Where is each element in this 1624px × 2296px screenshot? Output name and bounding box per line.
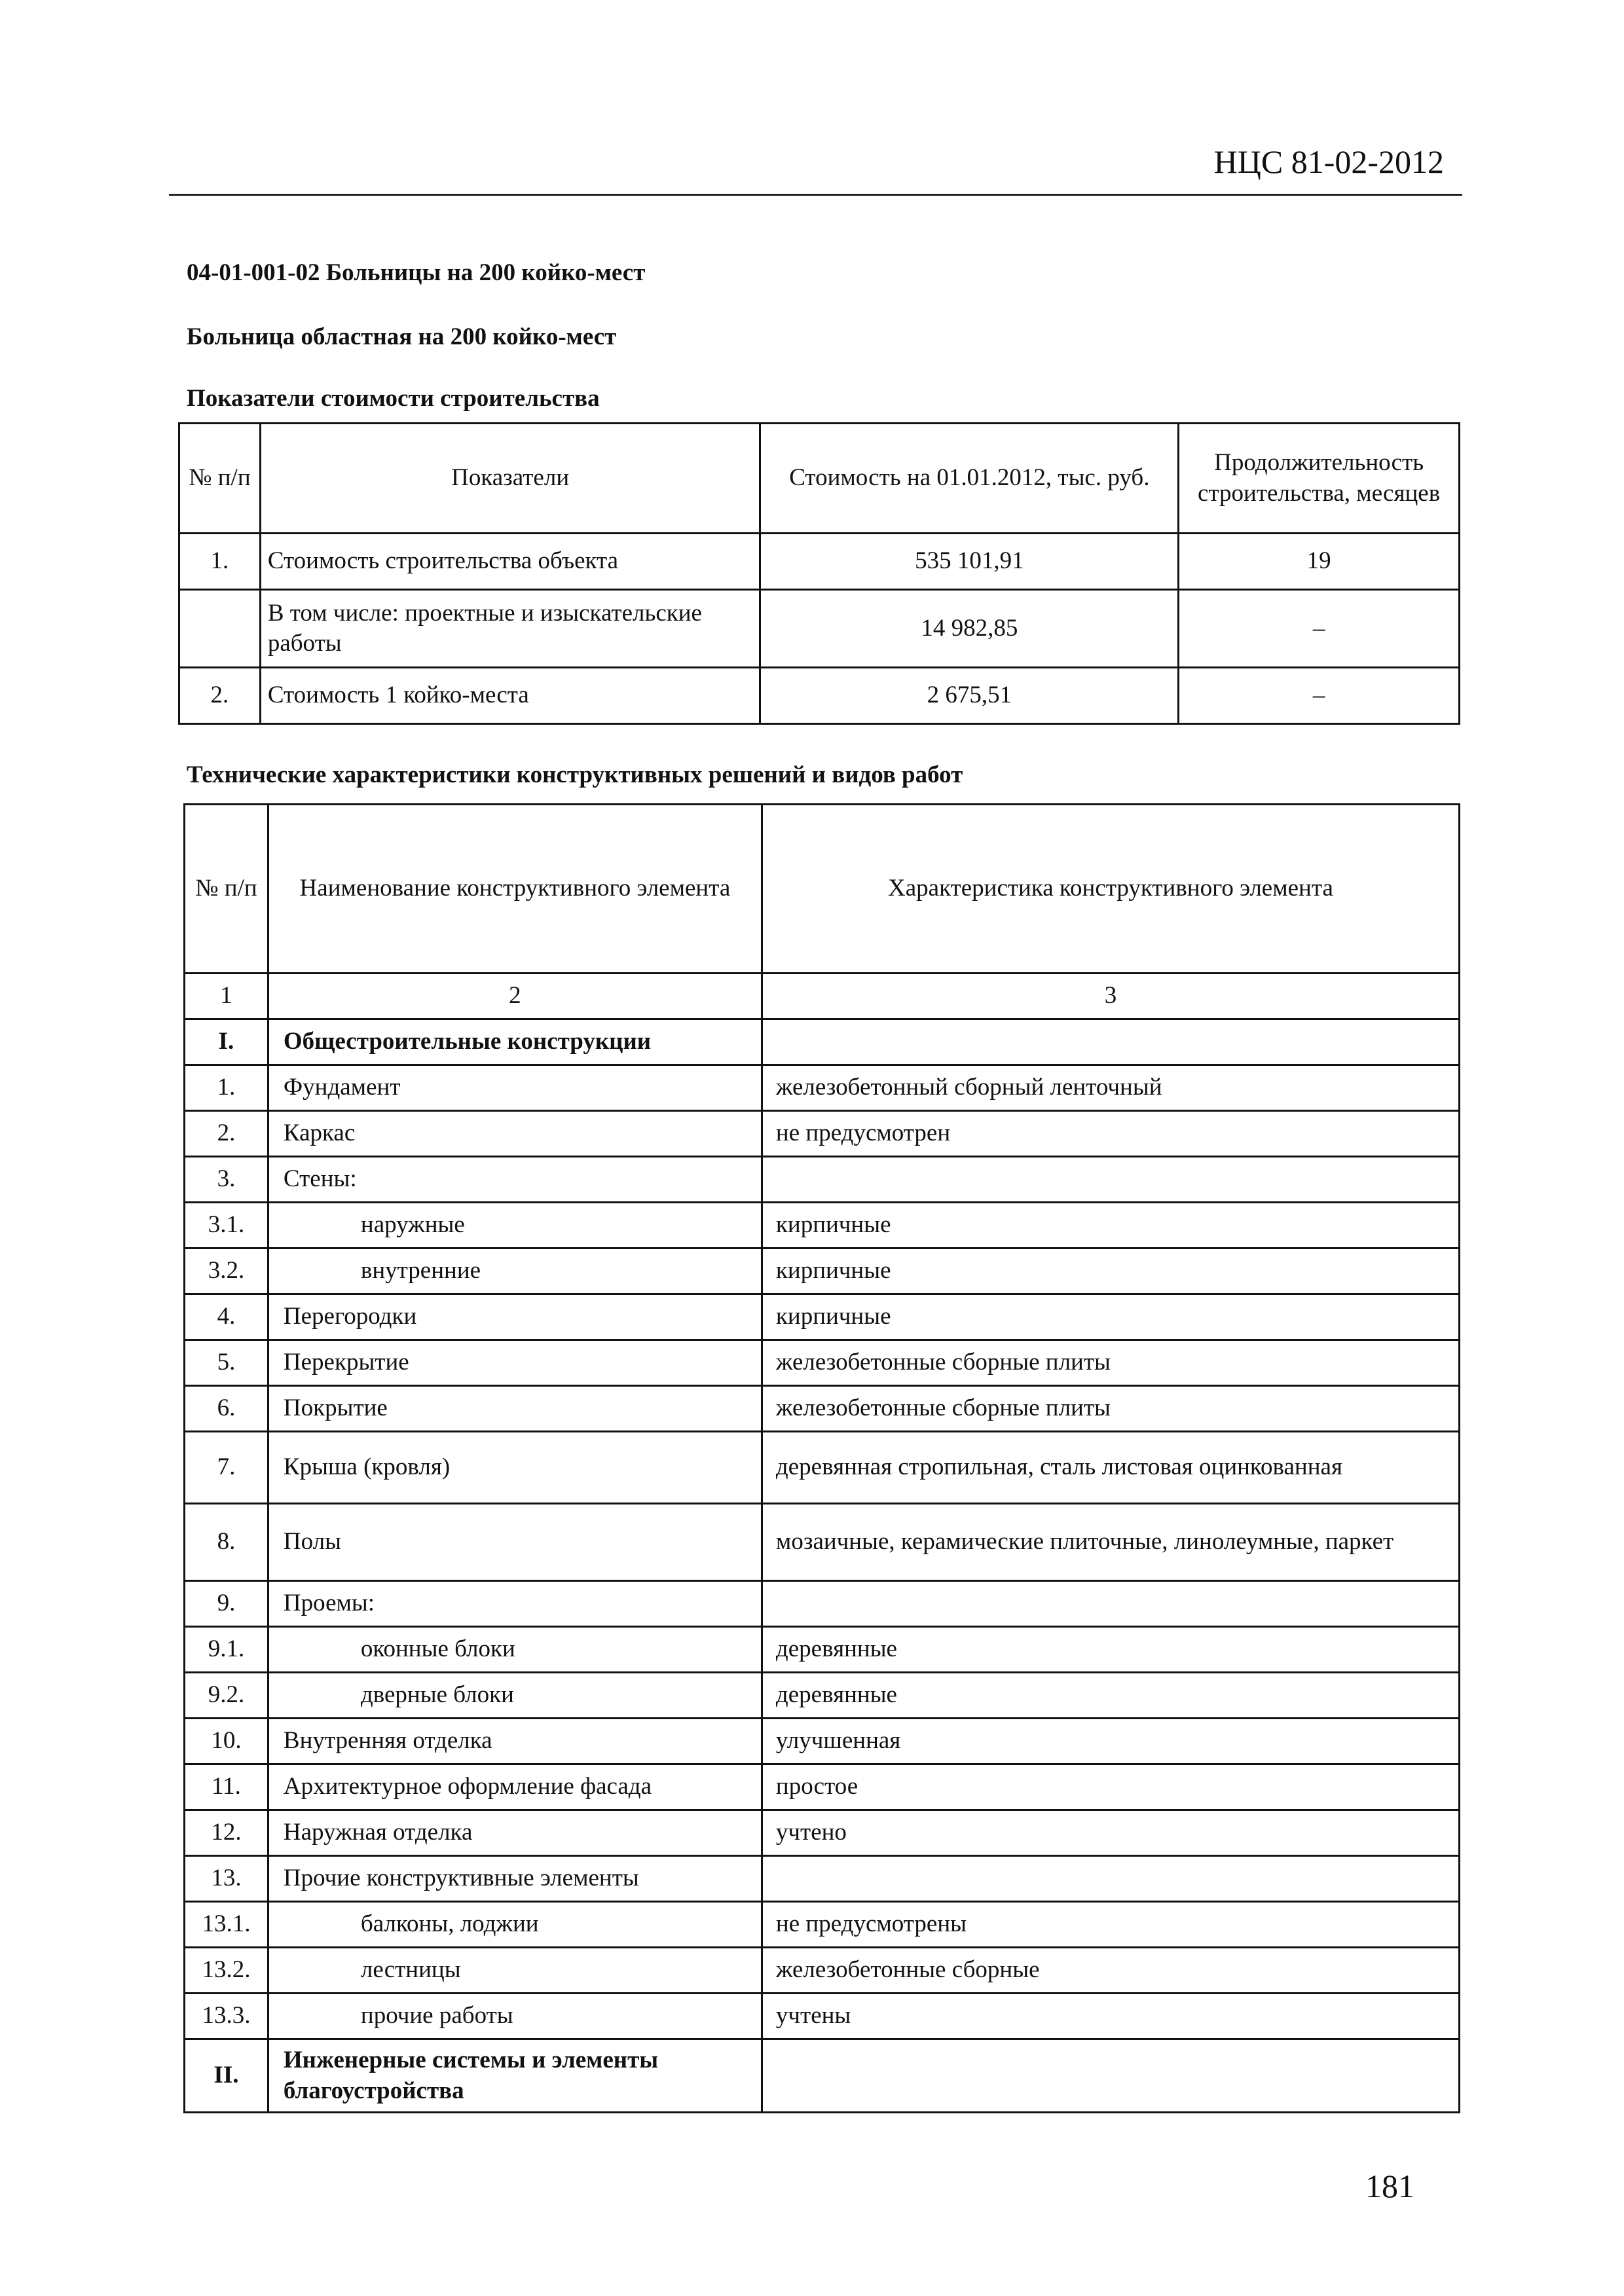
table-header-row <box>179 424 1460 534</box>
row-label: Стоимость 1 койко-места <box>260 668 760 724</box>
element-name: Проемы: <box>268 1581 762 1627</box>
row-number: 13.2. <box>185 1948 268 1994</box>
tech-characteristics-table <box>183 803 1460 2113</box>
element-name: внутренние <box>268 1248 762 1294</box>
column-header: Продолжительность строительства, месяцев <box>1179 424 1460 534</box>
page-number: 181 <box>1365 2168 1414 2204</box>
cost-section-heading: Показатели стоимости строительства <box>187 385 600 412</box>
element-characteristic: не предусмотрен <box>762 1111 1459 1157</box>
element-characteristic: учтены <box>762 1994 1459 2039</box>
tech-section-heading: Технические характеристики конструктивных решений и видов работ <box>187 761 963 788</box>
element-name: Перекрытие <box>268 1340 762 1386</box>
table-row <box>185 1386 1460 1432</box>
table-row <box>185 1581 1460 1627</box>
element-name: прочие работы <box>268 1994 762 2039</box>
element-characteristic <box>762 2039 1459 2113</box>
table-row <box>185 1810 1460 1856</box>
table-row <box>185 1432 1460 1504</box>
table-row <box>185 1902 1460 1948</box>
element-name: балконы, лоджии <box>268 1902 762 1948</box>
row-label: В том числе: проектные и изыскательские работы <box>260 590 760 668</box>
table-row <box>185 1203 1460 1248</box>
element-characteristic <box>762 1019 1459 1065</box>
row-cost: 535 101,91 <box>760 534 1179 590</box>
row-number: 10. <box>185 1719 268 1764</box>
row-number: 2. <box>185 1111 268 1157</box>
element-name: Прочие конструктивные элементы <box>268 1856 762 1902</box>
table-row <box>185 1294 1460 1340</box>
table-row <box>185 1065 1460 1111</box>
row-number: II. <box>185 2039 268 2113</box>
element-name: Наружная отделка <box>268 1810 762 1856</box>
table-row <box>185 1719 1460 1764</box>
element-name: Общестроительные конструкции <box>268 1019 762 1065</box>
section-code-title: 04-01-001-02 Больницы на 200 койко-мест <box>187 259 646 286</box>
element-characteristic: мозаичные, керамические плиточные, линолеумные, паркет <box>762 1504 1459 1581</box>
row-number: 9.1. <box>185 1627 268 1673</box>
element-characteristic: улучшенная <box>762 1719 1459 1764</box>
element-name: Крыша (кровля) <box>268 1432 762 1504</box>
row-number: 3. <box>185 1157 268 1203</box>
element-name: Стены: <box>268 1157 762 1203</box>
element-characteristic <box>762 1856 1459 1902</box>
element-characteristic: не предусмотрены <box>762 1902 1459 1948</box>
element-name: дверные блоки <box>268 1673 762 1719</box>
element-characteristic: железобетонные сборные <box>762 1948 1459 1994</box>
element-name: Перегородки <box>268 1294 762 1340</box>
column-header: Показатели <box>260 424 760 534</box>
element-characteristic: деревянная стропильная, сталь листовая оцинкованная <box>762 1432 1459 1504</box>
element-characteristic: учтено <box>762 1810 1459 1856</box>
row-label: Стоимость строительства объекта <box>260 534 760 590</box>
row-number: 9.2. <box>185 1673 268 1719</box>
table-row <box>179 668 1460 724</box>
table-row <box>179 590 1460 668</box>
table-row <box>185 1111 1460 1157</box>
element-name: Полы <box>268 1504 762 1581</box>
column-header: Наименование конструктивного элемента <box>268 805 762 974</box>
element-characteristic: деревянные <box>762 1627 1459 1673</box>
element-characteristic: кирпичные <box>762 1294 1459 1340</box>
row-duration: – <box>1179 590 1460 668</box>
element-characteristic: кирпичные <box>762 1248 1459 1294</box>
element-characteristic <box>762 1581 1459 1627</box>
table-row <box>185 1764 1460 1810</box>
table-row <box>185 2039 1460 2113</box>
row-duration: – <box>1179 668 1460 724</box>
column-number: 2 <box>268 974 762 1019</box>
table-row <box>185 1504 1460 1581</box>
table-row <box>185 1340 1460 1386</box>
element-characteristic: простое <box>762 1764 1459 1810</box>
row-number: 11. <box>185 1764 268 1810</box>
row-number: 6. <box>185 1386 268 1432</box>
row-number: 8. <box>185 1504 268 1581</box>
element-name: Каркас <box>268 1111 762 1157</box>
row-number: 1. <box>179 534 261 590</box>
table-row <box>185 1994 1460 2039</box>
column-number-row <box>185 974 1460 1019</box>
row-number: 2. <box>179 668 261 724</box>
column-header: № п/п <box>185 805 268 974</box>
row-cost: 2 675,51 <box>760 668 1179 724</box>
table-row <box>179 534 1460 590</box>
row-number: I. <box>185 1019 268 1065</box>
row-number: 13.3. <box>185 1994 268 2039</box>
element-characteristic: железобетонные сборные плиты <box>762 1340 1459 1386</box>
element-characteristic: железобетонные сборные плиты <box>762 1386 1459 1432</box>
row-number: 4. <box>185 1294 268 1340</box>
column-number: 3 <box>762 974 1459 1019</box>
row-number: 9. <box>185 1581 268 1627</box>
row-number: 13.1. <box>185 1902 268 1948</box>
element-name: Внутренняя отделка <box>268 1719 762 1764</box>
element-name: Фундамент <box>268 1065 762 1111</box>
element-name: Инженерные системы и элементы благоустройства <box>268 2039 762 2113</box>
table-row <box>185 1157 1460 1203</box>
element-name: Покрытие <box>268 1386 762 1432</box>
row-number: 3.2. <box>185 1248 268 1294</box>
table-header-row <box>185 805 1460 974</box>
table-row <box>185 1856 1460 1902</box>
element-name: лестницы <box>268 1948 762 1994</box>
table-row <box>185 1948 1460 1994</box>
element-characteristic <box>762 1157 1459 1203</box>
cost-indicators-table <box>178 422 1460 725</box>
column-number: 1 <box>185 974 268 1019</box>
table-row <box>185 1673 1460 1719</box>
header-divider <box>169 194 1462 196</box>
row-number <box>179 590 261 668</box>
document-code: НЦС 81-02-2012 <box>1213 143 1444 180</box>
column-header: Стоимость на 01.01.2012, тыс. руб. <box>760 424 1179 534</box>
row-number: 13. <box>185 1856 268 1902</box>
row-number: 12. <box>185 1810 268 1856</box>
column-header: Характеристика конструктивного элемента <box>762 805 1459 974</box>
table-row <box>185 1248 1460 1294</box>
row-number: 1. <box>185 1065 268 1111</box>
row-number: 3.1. <box>185 1203 268 1248</box>
element-characteristic: кирпичные <box>762 1203 1459 1248</box>
element-name: Архитектурное оформление фасада <box>268 1764 762 1810</box>
object-title: Больница областная на 200 койко-мест <box>187 323 617 350</box>
row-number: 5. <box>185 1340 268 1386</box>
element-name: наружные <box>268 1203 762 1248</box>
row-duration: 19 <box>1179 534 1460 590</box>
row-number: 7. <box>185 1432 268 1504</box>
element-characteristic: деревянные <box>762 1673 1459 1719</box>
table-row <box>185 1019 1460 1065</box>
element-characteristic: железобетонный сборный ленточный <box>762 1065 1459 1111</box>
table-row <box>185 1627 1460 1673</box>
row-cost: 14 982,85 <box>760 590 1179 668</box>
element-name: оконные блоки <box>268 1627 762 1673</box>
column-header: № п/п <box>179 424 261 534</box>
